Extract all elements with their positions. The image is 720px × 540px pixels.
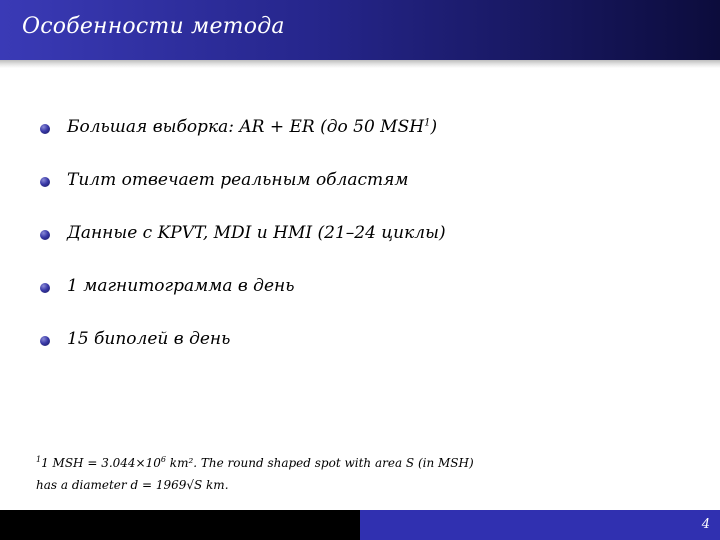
bullet-text-main: Большая выборка: AR + ER (до 50 MSH [67, 117, 425, 137]
title-bar-shadow [0, 60, 720, 68]
footer-right-bar [360, 510, 720, 540]
footer-left-bar [0, 510, 360, 540]
bullet-dot-icon [40, 177, 50, 187]
bullet-dot-icon [40, 230, 50, 240]
bullet-text-suffix: ) [430, 117, 438, 137]
footnote-line-1-end: km². The round shaped spot with area S (in MSH) [165, 456, 474, 470]
footnote [36, 452, 474, 496]
bullet-dot-icon [40, 283, 50, 293]
slide-title: Особенности метода [22, 14, 285, 39]
footnote-reference: 1 [424, 117, 431, 129]
title-bar [0, 0, 720, 60]
bullet-text: Тилт отвечает реальным областям [67, 170, 409, 190]
footnote-mark: 1 [36, 455, 42, 464]
bullet-text: Данные с KPVT, MDI и HMI (21–24 циклы) [67, 223, 446, 243]
footnote-exponent: 6 [160, 455, 166, 464]
bullet-text: 15 биполей в день [67, 329, 231, 349]
bullet-text [67, 114, 437, 140]
bullet-text: 1 магнитограмма в день [67, 276, 295, 296]
bullet-dot-icon [40, 336, 50, 346]
page-number: 4 [701, 517, 710, 532]
footnote-line-1 [36, 452, 474, 474]
bullet-dot-icon [40, 124, 50, 134]
footnote-line-1-start: 1 MSH = 3.044×10 [41, 456, 161, 470]
footnote-line-2: has a diameter d = 1969√S km. [36, 478, 229, 492]
